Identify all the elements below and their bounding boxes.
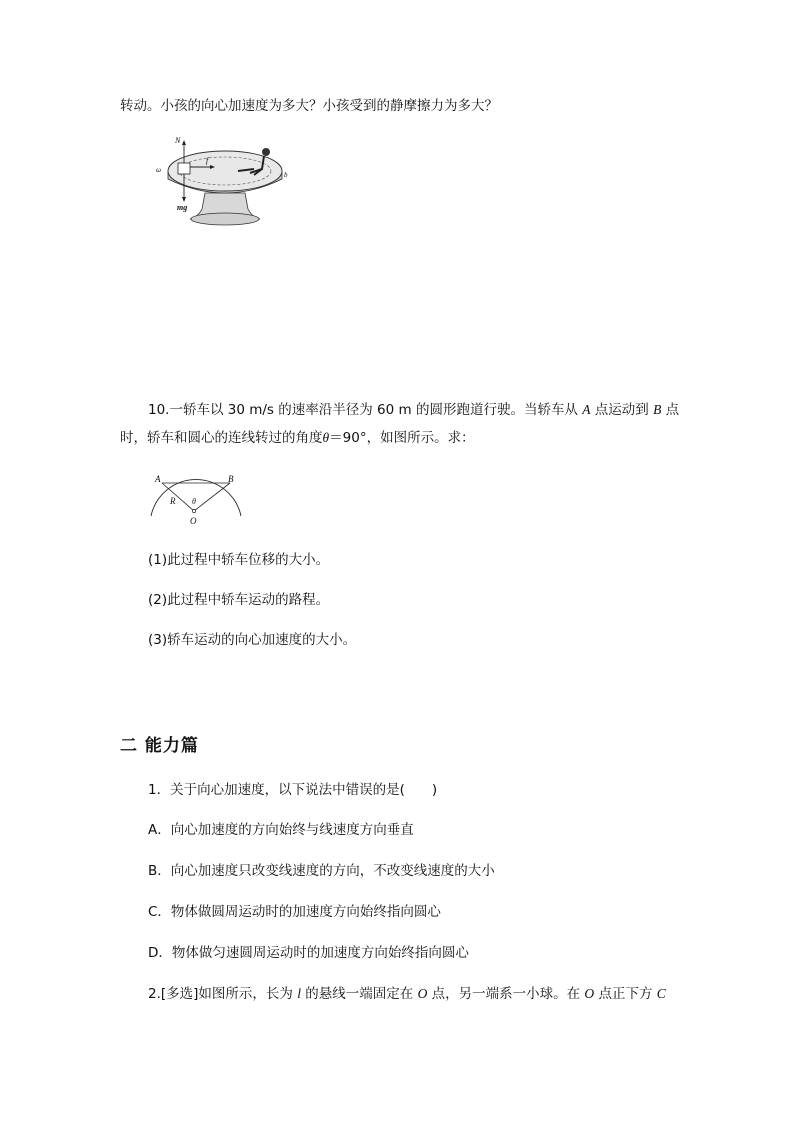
q10-sub1: (1)此过程中轿车位移的大小。 [148, 552, 330, 568]
label-omega: ω [156, 166, 161, 174]
q10-line1: 10.一轿车以 30 m/s 的速率沿半径为 60 m 的圆形跑道行驶。当轿车从 A 点运动到 B 点 [148, 402, 680, 418]
previous-question-text: 转动。小孩的向心加速度为多大？小孩受到的静摩擦力为多大？ [120, 98, 498, 114]
arc-label-theta: θ [192, 497, 196, 506]
label-b: b [284, 171, 288, 179]
q10-sub2: (2)此过程中轿车运动的路程。 [148, 592, 330, 608]
label-N: N [175, 136, 181, 145]
q1-option-d: D．物体做匀速圆周运动时的加速度方向始终指向圆心 [148, 945, 469, 961]
label-f: f [206, 156, 209, 165]
arc-label-O: O [190, 516, 197, 526]
arc-label-A: A [155, 474, 161, 484]
arc-label-B: B [228, 474, 234, 484]
label-mg: mg [177, 203, 188, 212]
arc-label-R: R [170, 496, 176, 506]
q1-option-b: B．向心加速度只改变线速度的方向，不改变线速度的大小 [148, 863, 495, 879]
q10-sub3: (3)轿车运动的向心加速度的大小。 [148, 632, 357, 648]
turntable-figure [150, 135, 300, 235]
q1-option-c: C．物体做圆周运动时的加速度方向始终指向圆心 [148, 904, 441, 920]
q10-line2: 时，轿车和圆心的连线转过的角度θ＝90°，如图所示。求： [120, 430, 475, 446]
q2-stem: 2.[多选]如图所示，长为 l 的悬线一端固定在 O 点，另一端系一小球。在 O 点正下方 C [148, 986, 666, 1002]
section-title: 二 能力篇 [120, 736, 199, 756]
q1-stem: 1．关于向心加速度，以下说法中错误的是( ) [148, 782, 438, 798]
q1-option-a: A．向心加速度的方向始终与线速度方向垂直 [148, 822, 414, 838]
arc-figure [148, 470, 248, 530]
